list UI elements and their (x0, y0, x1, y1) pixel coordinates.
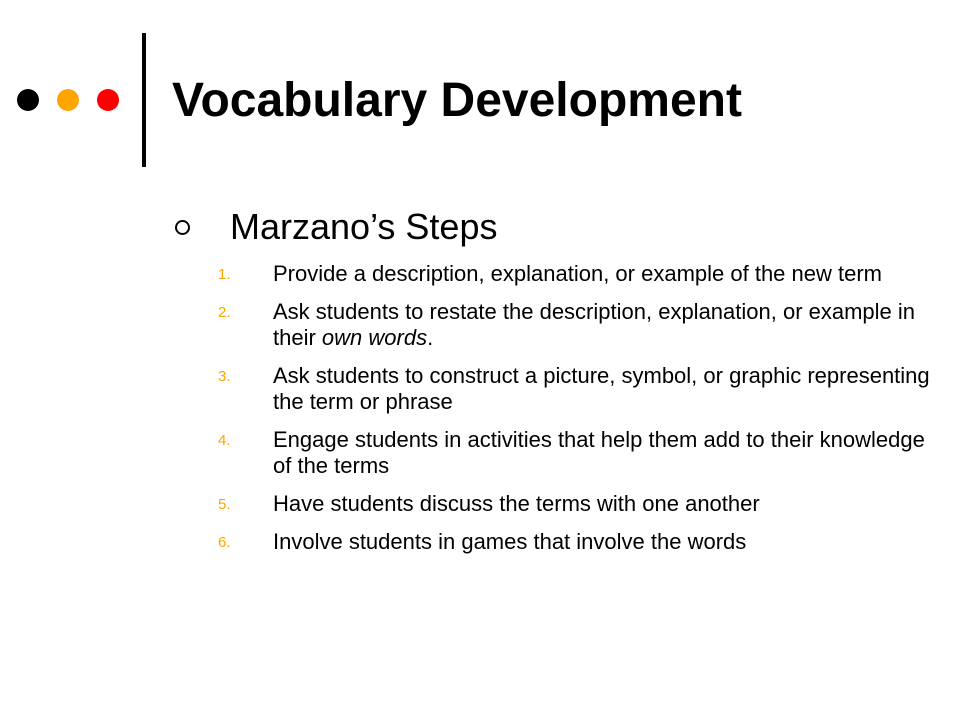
list-item (175, 261, 935, 287)
list-item (175, 427, 935, 479)
step-number: 4. (218, 432, 231, 449)
step-text: Ask students to construct a picture, symbol, or graphic representing the term or phrase (273, 363, 930, 414)
step-text (273, 299, 915, 350)
decorative-dot-orange (57, 89, 79, 111)
step-text: Engage students in activities that help them add to their knowledge of the terms (273, 427, 925, 478)
step-text-emphasis: own words (321, 325, 428, 350)
decorative-dot-red (97, 89, 119, 111)
section-heading (175, 205, 935, 251)
steps-list (175, 261, 935, 555)
step-number: 3. (218, 368, 231, 385)
decorative-dot-black (17, 89, 39, 111)
list-item (175, 491, 935, 517)
step-number: 5. (218, 496, 231, 513)
section-title: Marzano’s Steps (230, 206, 498, 247)
step-text: Involve students in games that involve the words (273, 529, 747, 554)
hollow-bullet-icon (175, 220, 190, 235)
step-text: Have students discuss the terms with one another (273, 491, 760, 516)
list-item (175, 363, 935, 415)
step-text-tail: . (427, 325, 434, 350)
list-item (175, 529, 935, 555)
step-text: Provide a description, explanation, or example of the new term (273, 261, 882, 286)
title-divider (142, 33, 146, 167)
content-section (175, 205, 935, 567)
list-item (175, 299, 935, 351)
step-number: 2. (218, 304, 231, 321)
step-number: 1. (218, 266, 231, 283)
slide-title: Vocabulary Development (172, 74, 742, 127)
step-text-main: Ask students to restate the description, explanation, or example in their (273, 299, 916, 350)
step-number: 6. (218, 534, 231, 551)
